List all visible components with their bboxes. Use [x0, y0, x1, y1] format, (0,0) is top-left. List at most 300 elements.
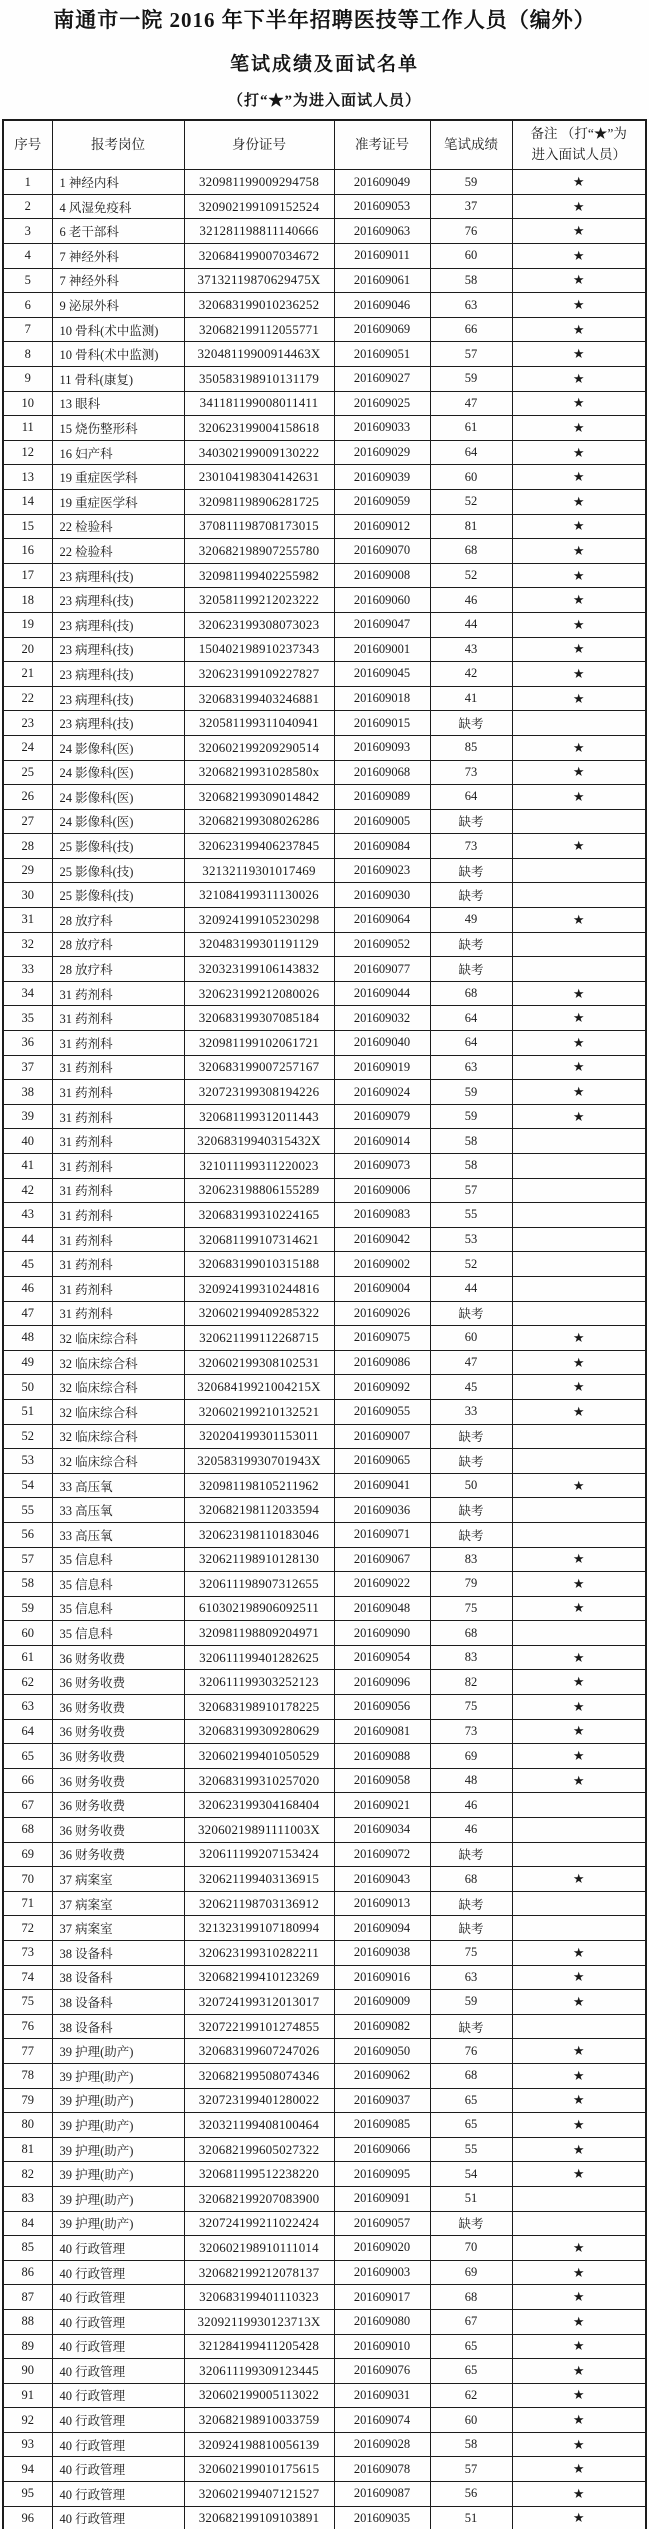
- cell-written-score: 46: [430, 1793, 512, 1818]
- table-row: [3, 1695, 646, 1720]
- cell-ticket-number: 201609019: [334, 1055, 430, 1080]
- cell-ticket-number: 201609026: [334, 1301, 430, 1326]
- table-row: [3, 686, 646, 711]
- cell-post: 39 护理(助产): [52, 2039, 184, 2064]
- cell-post: 4 风湿免疫科: [52, 194, 184, 219]
- cell-interview-star: [512, 1129, 646, 1154]
- cell-ticket-number: 201609055: [334, 1399, 430, 1424]
- cell-post: 23 病理科(技): [52, 563, 184, 588]
- cell-id-number: 32048119900914463X: [184, 342, 334, 367]
- cell-serial-number: 68: [3, 1818, 52, 1843]
- cell-ticket-number: 201609018: [334, 686, 430, 711]
- cell-written-score: 57: [430, 342, 512, 367]
- cell-written-score: 45: [430, 1375, 512, 1400]
- table-row: [3, 2457, 646, 2482]
- cell-ticket-number: 201609034: [334, 1818, 430, 1843]
- cell-ticket-number: 201609062: [334, 2063, 430, 2088]
- cell-ticket-number: 201609091: [334, 2186, 430, 2211]
- cell-interview-star: [512, 1916, 646, 1941]
- cell-written-score: 56: [430, 2482, 512, 2507]
- cell-serial-number: 69: [3, 1842, 52, 1867]
- cell-post: 11 骨科(康复): [52, 367, 184, 392]
- cell-ticket-number: 201609067: [334, 1547, 430, 1572]
- cell-post: 36 财务收费: [52, 1768, 184, 1793]
- cell-serial-number: 28: [3, 834, 52, 859]
- cell-written-score: 52: [430, 563, 512, 588]
- cell-ticket-number: 201609082: [334, 2014, 430, 2039]
- cell-serial-number: 6: [3, 293, 52, 318]
- cell-ticket-number: 201609079: [334, 1104, 430, 1129]
- cell-ticket-number: 201609058: [334, 1768, 430, 1793]
- cell-interview-star: ★: [512, 2432, 646, 2457]
- table-row: [3, 539, 646, 564]
- cell-interview-star: ★: [512, 1572, 646, 1597]
- cell-serial-number: 73: [3, 1941, 52, 1966]
- cell-ticket-number: 201609070: [334, 539, 430, 564]
- cell-id-number: 320723199308194226: [184, 1080, 334, 1105]
- cell-ticket-number: 201609017: [334, 2285, 430, 2310]
- cell-post: 37 病案室: [52, 1916, 184, 1941]
- cell-written-score: 50: [430, 1473, 512, 1498]
- cell-id-number: 32058319930701943X: [184, 1449, 334, 1474]
- cell-serial-number: 15: [3, 514, 52, 539]
- cell-interview-star: ★: [512, 2039, 646, 2064]
- cell-interview-star: ★: [512, 440, 646, 465]
- cell-serial-number: 26: [3, 785, 52, 810]
- cell-serial-number: 79: [3, 2088, 52, 2113]
- cell-post: 31 药剂科: [52, 1055, 184, 1080]
- cell-serial-number: 19: [3, 612, 52, 637]
- cell-post: 35 信息科: [52, 1621, 184, 1646]
- cell-interview-star: ★: [512, 391, 646, 416]
- table-row: [3, 1547, 646, 1572]
- cell-serial-number: 13: [3, 465, 52, 490]
- cell-interview-star: ★: [512, 2285, 646, 2310]
- cell-id-number: 320611199303252123: [184, 1670, 334, 1695]
- cell-interview-star: ★: [512, 2113, 646, 2138]
- cell-written-score: 59: [430, 367, 512, 392]
- cell-serial-number: 82: [3, 2162, 52, 2187]
- table-row: [3, 834, 646, 859]
- cell-interview-star: [512, 1498, 646, 1523]
- cell-ticket-number: 201609054: [334, 1645, 430, 1670]
- cell-serial-number: 96: [3, 2506, 52, 2529]
- table-row: [3, 809, 646, 834]
- cell-serial-number: 70: [3, 1867, 52, 1892]
- cell-serial-number: 32: [3, 932, 52, 957]
- cell-interview-star: ★: [512, 1055, 646, 1080]
- table-row: [3, 1424, 646, 1449]
- cell-ticket-number: 201609047: [334, 612, 430, 637]
- cell-interview-star: ★: [512, 416, 646, 441]
- table-row: [3, 170, 646, 195]
- cell-interview-star: ★: [512, 1768, 646, 1793]
- cell-serial-number: 81: [3, 2137, 52, 2162]
- cell-ticket-number: 201609059: [334, 489, 430, 514]
- cell-serial-number: 46: [3, 1276, 52, 1301]
- cell-post: 36 财务收费: [52, 1695, 184, 1720]
- table-row: [3, 563, 646, 588]
- cell-post: 32 临床综合科: [52, 1399, 184, 1424]
- cell-interview-star: ★: [512, 662, 646, 687]
- cell-written-score: 缺考: [430, 932, 512, 957]
- cell-ticket-number: 201609042: [334, 1227, 430, 1252]
- cell-written-score: 46: [430, 588, 512, 613]
- cell-serial-number: 41: [3, 1154, 52, 1179]
- cell-ticket-number: 201609003: [334, 2260, 430, 2285]
- cell-written-score: 47: [430, 391, 512, 416]
- cell-serial-number: 93: [3, 2432, 52, 2457]
- table-row: [3, 1990, 646, 2015]
- cell-serial-number: 76: [3, 2014, 52, 2039]
- cell-interview-star: ★: [512, 563, 646, 588]
- cell-interview-star: ★: [512, 1941, 646, 1966]
- cell-id-number: 320682199212078137: [184, 2260, 334, 2285]
- cell-written-score: 67: [430, 2309, 512, 2334]
- cell-id-number: 350583198910131179: [184, 367, 334, 392]
- cell-ticket-number: 201609045: [334, 662, 430, 687]
- cell-post: 39 护理(助产): [52, 2063, 184, 2088]
- cell-interview-star: ★: [512, 2359, 646, 2384]
- cell-id-number: 320682198907255780: [184, 539, 334, 564]
- cell-id-number: 321281198811140666: [184, 219, 334, 244]
- cell-written-score: 44: [430, 1276, 512, 1301]
- cell-post: 25 影像科(技): [52, 883, 184, 908]
- cell-id-number: 320684199007034672: [184, 244, 334, 269]
- cell-ticket-number: 201609021: [334, 1793, 430, 1818]
- cell-ticket-number: 201609061: [334, 268, 430, 293]
- cell-interview-star: ★: [512, 1670, 646, 1695]
- cell-written-score: 53: [430, 1227, 512, 1252]
- cell-post: 31 药剂科: [52, 1080, 184, 1105]
- cell-written-score: 68: [430, 2063, 512, 2088]
- cell-interview-star: ★: [512, 1965, 646, 1990]
- cell-interview-star: ★: [512, 908, 646, 933]
- cell-post: 24 影像科(医): [52, 809, 184, 834]
- table-row: [3, 1326, 646, 1351]
- cell-serial-number: 91: [3, 2383, 52, 2408]
- cell-serial-number: 80: [3, 2113, 52, 2138]
- cell-interview-star: ★: [512, 1006, 646, 1031]
- cell-ticket-number: 201609044: [334, 981, 430, 1006]
- cell-id-number: 320321199408100464: [184, 2113, 334, 2138]
- cell-ticket-number: 201609008: [334, 563, 430, 588]
- cell-post: 22 检验科: [52, 539, 184, 564]
- cell-id-number: 321011199311220023: [184, 1154, 334, 1179]
- cell-ticket-number: 201609086: [334, 1350, 430, 1375]
- cell-ticket-number: 201609037: [334, 2088, 430, 2113]
- cell-id-number: 320602199209290514: [184, 735, 334, 760]
- cell-post: 23 病理科(技): [52, 637, 184, 662]
- cell-id-number: 320681199107314621: [184, 1227, 334, 1252]
- cell-id-number: 320681199512238220: [184, 2162, 334, 2187]
- table-row: [3, 1031, 646, 1056]
- cell-interview-star: [512, 1793, 646, 1818]
- cell-written-score: 37: [430, 194, 512, 219]
- cell-post: 19 重症医学科: [52, 465, 184, 490]
- cell-post: 39 护理(助产): [52, 2186, 184, 2211]
- cell-interview-star: ★: [512, 2309, 646, 2334]
- cell-interview-star: ★: [512, 514, 646, 539]
- cell-ticket-number: 201609009: [334, 1990, 430, 2015]
- cell-serial-number: 45: [3, 1252, 52, 1277]
- header-ticket-number: 准考证号: [334, 120, 430, 170]
- cell-serial-number: 10: [3, 391, 52, 416]
- cell-written-score: 76: [430, 219, 512, 244]
- table-row: [3, 2186, 646, 2211]
- cell-ticket-number: 201609057: [334, 2211, 430, 2236]
- cell-ticket-number: 201609041: [334, 1473, 430, 1498]
- table-row: [3, 2162, 646, 2187]
- cell-id-number: 320621199112268715: [184, 1326, 334, 1351]
- cell-interview-star: [512, 1227, 646, 1252]
- cell-id-number: 320683199307085184: [184, 1006, 334, 1031]
- cell-id-number: 320623199004158618: [184, 416, 334, 441]
- cell-interview-star: [512, 2186, 646, 2211]
- cell-written-score: 缺考: [430, 1301, 512, 1326]
- table-row: [3, 1276, 646, 1301]
- cell-written-score: 51: [430, 2506, 512, 2529]
- cell-written-score: 47: [430, 1350, 512, 1375]
- cell-post: 6 老干部科: [52, 219, 184, 244]
- table-row: [3, 1055, 646, 1080]
- cell-post: 36 财务收费: [52, 1818, 184, 1843]
- table-row: [3, 317, 646, 342]
- cell-serial-number: 34: [3, 981, 52, 1006]
- cell-ticket-number: 201609006: [334, 1178, 430, 1203]
- table-row: [3, 1449, 646, 1474]
- cell-serial-number: 85: [3, 2236, 52, 2261]
- cell-serial-number: 84: [3, 2211, 52, 2236]
- cell-serial-number: 53: [3, 1449, 52, 1474]
- table-row: [3, 2014, 646, 2039]
- cell-written-score: 43: [430, 637, 512, 662]
- cell-ticket-number: 201609049: [334, 170, 430, 195]
- table-row: [3, 1621, 646, 1646]
- cell-interview-star: ★: [512, 194, 646, 219]
- cell-interview-star: ★: [512, 981, 646, 1006]
- cell-post: 25 影像科(技): [52, 834, 184, 859]
- cell-written-score: 64: [430, 440, 512, 465]
- cell-serial-number: 3: [3, 219, 52, 244]
- cell-ticket-number: 201609028: [334, 2432, 430, 2457]
- cell-ticket-number: 201609064: [334, 908, 430, 933]
- cell-post: 38 设备科: [52, 1990, 184, 2015]
- cell-serial-number: 17: [3, 563, 52, 588]
- cell-post: 31 药剂科: [52, 1178, 184, 1203]
- cell-post: 23 病理科(技): [52, 588, 184, 613]
- cell-ticket-number: 201609096: [334, 1670, 430, 1695]
- cell-written-score: 66: [430, 317, 512, 342]
- cell-interview-star: ★: [512, 1326, 646, 1351]
- cell-written-score: 缺考: [430, 1424, 512, 1449]
- cell-id-number: 321284199411205428: [184, 2334, 334, 2359]
- cell-ticket-number: 201609095: [334, 2162, 430, 2187]
- cell-interview-star: [512, 1424, 646, 1449]
- cell-interview-star: [512, 2014, 646, 2039]
- table-row: [3, 637, 646, 662]
- cell-interview-star: ★: [512, 2162, 646, 2187]
- cell-id-number: 32060219891111003X: [184, 1818, 334, 1843]
- cell-id-number: 32068319940315432X: [184, 1129, 334, 1154]
- table-row: [3, 785, 646, 810]
- cell-post: 36 财务收费: [52, 1645, 184, 1670]
- cell-written-score: 缺考: [430, 1916, 512, 1941]
- cell-interview-star: ★: [512, 293, 646, 318]
- cell-written-score: 59: [430, 1990, 512, 2015]
- table-row: [3, 760, 646, 785]
- cell-id-number: 320611199207153424: [184, 1842, 334, 1867]
- cell-interview-star: [512, 809, 646, 834]
- cell-interview-star: [512, 1178, 646, 1203]
- cell-post: 38 设备科: [52, 2014, 184, 2039]
- cell-interview-star: ★: [512, 2088, 646, 2113]
- cell-id-number: 320602199010175615: [184, 2457, 334, 2482]
- cell-interview-star: ★: [512, 539, 646, 564]
- cell-written-score: 缺考: [430, 1449, 512, 1474]
- cell-written-score: 缺考: [430, 809, 512, 834]
- table-row: [3, 612, 646, 637]
- cell-post: 31 药剂科: [52, 1129, 184, 1154]
- cell-id-number: 32132119301017469: [184, 858, 334, 883]
- cell-serial-number: 72: [3, 1916, 52, 1941]
- table-row: [3, 1818, 646, 1843]
- table-row: [3, 465, 646, 490]
- table-row: [3, 2506, 646, 2529]
- cell-post: 33 高压氧: [52, 1522, 184, 1547]
- cell-ticket-number: 201609014: [334, 1129, 430, 1154]
- cell-serial-number: 22: [3, 686, 52, 711]
- cell-serial-number: 50: [3, 1375, 52, 1400]
- cell-post: 40 行政管理: [52, 2457, 184, 2482]
- cell-written-score: 68: [430, 539, 512, 564]
- cell-written-score: 63: [430, 1055, 512, 1080]
- cell-post: 40 行政管理: [52, 2359, 184, 2384]
- cell-written-score: 54: [430, 2162, 512, 2187]
- table-row: [3, 957, 646, 982]
- cell-serial-number: 44: [3, 1227, 52, 1252]
- table-row: [3, 711, 646, 736]
- table-header-row: [3, 120, 646, 170]
- table-row: [3, 2236, 646, 2261]
- cell-serial-number: 43: [3, 1203, 52, 1228]
- cell-written-score: 63: [430, 1965, 512, 1990]
- cell-serial-number: 1: [3, 170, 52, 195]
- cell-written-score: 69: [430, 2260, 512, 2285]
- cell-written-score: 79: [430, 1572, 512, 1597]
- document-title: 南通市一院 2016 年下半年招聘医技等工作人员（编外）: [53, 8, 596, 32]
- cell-id-number: 320981199009294758: [184, 170, 334, 195]
- cell-id-number: 320981198906281725: [184, 489, 334, 514]
- cell-id-number: 320683199403246881: [184, 686, 334, 711]
- table-row: [3, 1129, 646, 1154]
- cell-post: 39 护理(助产): [52, 2113, 184, 2138]
- table-row: [3, 1522, 646, 1547]
- cell-post: 31 药剂科: [52, 981, 184, 1006]
- cell-post: 31 药剂科: [52, 1227, 184, 1252]
- cell-post: 32 临床综合科: [52, 1326, 184, 1351]
- table-row: [3, 1006, 646, 1031]
- cell-ticket-number: 201609092: [334, 1375, 430, 1400]
- cell-serial-number: 95: [3, 2482, 52, 2507]
- cell-written-score: 61: [430, 416, 512, 441]
- cell-written-score: 68: [430, 2285, 512, 2310]
- cell-interview-star: ★: [512, 367, 646, 392]
- cell-serial-number: 67: [3, 1793, 52, 1818]
- table-row: [3, 588, 646, 613]
- cell-ticket-number: 201609016: [334, 1965, 430, 1990]
- cell-interview-star: [512, 2211, 646, 2236]
- cell-interview-star: ★: [512, 2482, 646, 2507]
- cell-post: 38 设备科: [52, 1965, 184, 1990]
- cell-written-score: 52: [430, 489, 512, 514]
- cell-interview-star: ★: [512, 735, 646, 760]
- cell-ticket-number: 201609001: [334, 637, 430, 662]
- cell-written-score: 60: [430, 2408, 512, 2433]
- cell-id-number: 320902199109152524: [184, 194, 334, 219]
- cell-post: 38 设备科: [52, 1941, 184, 1966]
- cell-post: 28 放疗科: [52, 932, 184, 957]
- cell-post: 28 放疗科: [52, 957, 184, 982]
- cell-post: 40 行政管理: [52, 2383, 184, 2408]
- cell-ticket-number: 201609024: [334, 1080, 430, 1105]
- cell-interview-star: [512, 1276, 646, 1301]
- cell-interview-star: [512, 1522, 646, 1547]
- table-row: [3, 1891, 646, 1916]
- cell-ticket-number: 201609004: [334, 1276, 430, 1301]
- cell-post: 40 行政管理: [52, 2285, 184, 2310]
- cell-serial-number: 5: [3, 268, 52, 293]
- cell-interview-star: [512, 883, 646, 908]
- cell-id-number: 320683199310257020: [184, 1768, 334, 1793]
- cell-ticket-number: 201609046: [334, 293, 430, 318]
- table-row: [3, 1301, 646, 1326]
- cell-written-score: 48: [430, 1768, 512, 1793]
- header-remark: [512, 120, 646, 170]
- cell-post: 13 眼科: [52, 391, 184, 416]
- cell-post: 36 财务收费: [52, 1670, 184, 1695]
- cell-ticket-number: 201609093: [334, 735, 430, 760]
- cell-post: 40 行政管理: [52, 2334, 184, 2359]
- cell-written-score: 52: [430, 1252, 512, 1277]
- table-row: [3, 342, 646, 367]
- cell-serial-number: 94: [3, 2457, 52, 2482]
- cell-written-score: 73: [430, 834, 512, 859]
- cell-interview-star: ★: [512, 2506, 646, 2529]
- cell-ticket-number: 201609012: [334, 514, 430, 539]
- cell-serial-number: 2: [3, 194, 52, 219]
- cell-post: 39 护理(助产): [52, 2137, 184, 2162]
- cell-ticket-number: 201609077: [334, 957, 430, 982]
- cell-id-number: 320981198105211962: [184, 1473, 334, 1498]
- cell-post: 40 行政管理: [52, 2260, 184, 2285]
- table-row: [3, 908, 646, 933]
- cell-id-number: 320602199409285322: [184, 1301, 334, 1326]
- cell-written-score: 缺考: [430, 711, 512, 736]
- cell-written-score: 81: [430, 514, 512, 539]
- cell-id-number: 320683199007257167: [184, 1055, 334, 1080]
- cell-written-score: 83: [430, 1547, 512, 1572]
- cell-ticket-number: 201609084: [334, 834, 430, 859]
- cell-interview-star: ★: [512, 1645, 646, 1670]
- cell-post: 31 药剂科: [52, 1252, 184, 1277]
- table-row: [3, 1867, 646, 1892]
- table-row: [3, 2113, 646, 2138]
- cell-interview-star: ★: [512, 637, 646, 662]
- cell-serial-number: 48: [3, 1326, 52, 1351]
- cell-ticket-number: 201609073: [334, 1154, 430, 1179]
- cell-id-number: 32092119930123713X: [184, 2309, 334, 2334]
